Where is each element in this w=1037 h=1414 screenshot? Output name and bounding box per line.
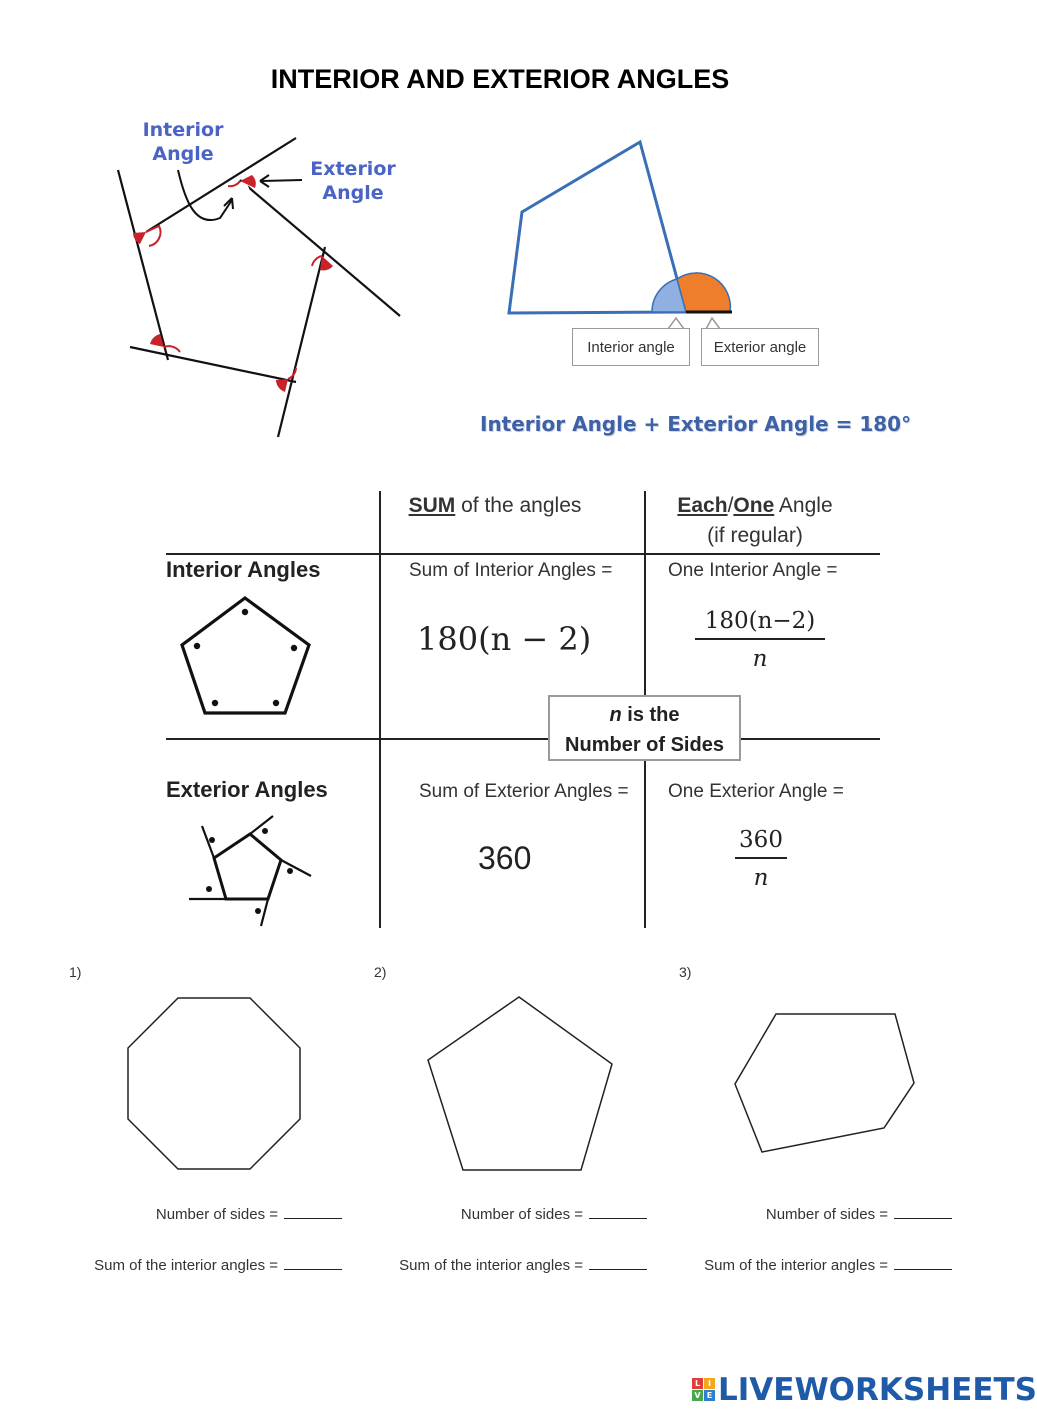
question-1-number: 1) [69, 964, 82, 980]
octagon-shape [128, 998, 300, 1169]
sum-exterior-value: 360 [478, 840, 532, 876]
n-definition-box [548, 695, 741, 761]
question-2-number: 2) [374, 964, 387, 980]
one-interior-numerator: 180(n−2) [704, 608, 816, 634]
each-keyword: Each [677, 494, 728, 517]
one-keyword: One [733, 494, 775, 517]
hexagon-shape [735, 1014, 914, 1152]
q1-sum-answer-blank[interactable] [284, 1253, 342, 1270]
sum-exterior-caption: Sum of Exterior Angles = [419, 781, 629, 802]
exterior-angle-callout: Exterior angle [701, 328, 819, 366]
one-exterior-caption: One Exterior Angle = [668, 781, 844, 802]
liveworksheets-brand: LIVEWORKSHEETS [718, 1372, 1037, 1408]
each-header-rest: Angle [774, 494, 833, 517]
each-column-header [650, 491, 860, 551]
question-1-sides [60, 1202, 342, 1223]
q3-sides-answer-blank[interactable] [894, 1202, 952, 1219]
sum-interior-caption: Sum of Interior Angles = [409, 560, 613, 581]
logo-tile: V [692, 1390, 703, 1401]
q2-sum-answer-blank[interactable] [589, 1253, 647, 1270]
liveworksheets-logo-icon [692, 1378, 714, 1400]
sum-interior-formula: 180(n − 2) [417, 620, 592, 658]
one-exterior-fraction [735, 827, 787, 891]
question-1-sum [60, 1253, 342, 1274]
one-exterior-denominator: n [753, 865, 769, 891]
logo-tile: E [704, 1390, 715, 1401]
pentagon-shape [428, 997, 612, 1170]
one-exterior-numerator: 360 [739, 827, 783, 853]
one-interior-fraction [695, 608, 825, 672]
regular-note: (if regular) [707, 524, 803, 547]
q2-sides-label: Number of sides = [460, 1206, 583, 1223]
interior-angle-label: Interior Angle [142, 119, 224, 165]
n-definition-line2: Number of Sides [565, 734, 724, 756]
angle-sum-formula: Interior Angle + Exterior Angle = 180° [480, 412, 912, 436]
interior-angles-row-header: Interior Angles [166, 557, 321, 582]
q1-sides-answer-blank[interactable] [284, 1202, 342, 1219]
q1-sides-label: Number of sides = [155, 1206, 278, 1223]
question-2-sum [365, 1253, 647, 1274]
q2-sides-answer-blank[interactable] [589, 1202, 647, 1219]
q3-sum-answer-blank[interactable] [894, 1253, 952, 1270]
question-2-sides [365, 1202, 647, 1223]
one-interior-caption: One Interior Angle = [668, 560, 838, 581]
question-3-number: 3) [679, 964, 692, 980]
q2-sum-label: Sum of the interior angles = [399, 1257, 583, 1274]
one-interior-denominator: n [752, 646, 768, 672]
sum-column-header [390, 491, 600, 521]
question-3-sides [670, 1202, 952, 1223]
logo-tile: L [692, 1378, 703, 1389]
exterior-angles-row-header: Exterior Angles [166, 777, 328, 802]
q3-sides-label: Number of sides = [765, 1206, 888, 1223]
logo-tile: I [704, 1378, 715, 1389]
q3-sum-label: Sum of the interior angles = [704, 1257, 888, 1274]
exterior-angle-label: Exterior Angle [310, 158, 396, 204]
page-title: INTERIOR AND EXTERIOR ANGLES [270, 64, 730, 94]
question-3-sum [670, 1253, 952, 1274]
n-variable: n [609, 704, 622, 726]
sum-keyword: SUM [408, 494, 456, 517]
each-separator: / [727, 494, 734, 517]
q1-sum-label: Sum of the interior angles = [94, 1257, 278, 1274]
interior-angle-callout: Interior angle [572, 328, 690, 366]
n-definition-line1: is the [621, 704, 680, 726]
sum-header-rest: of the angles [455, 494, 582, 517]
